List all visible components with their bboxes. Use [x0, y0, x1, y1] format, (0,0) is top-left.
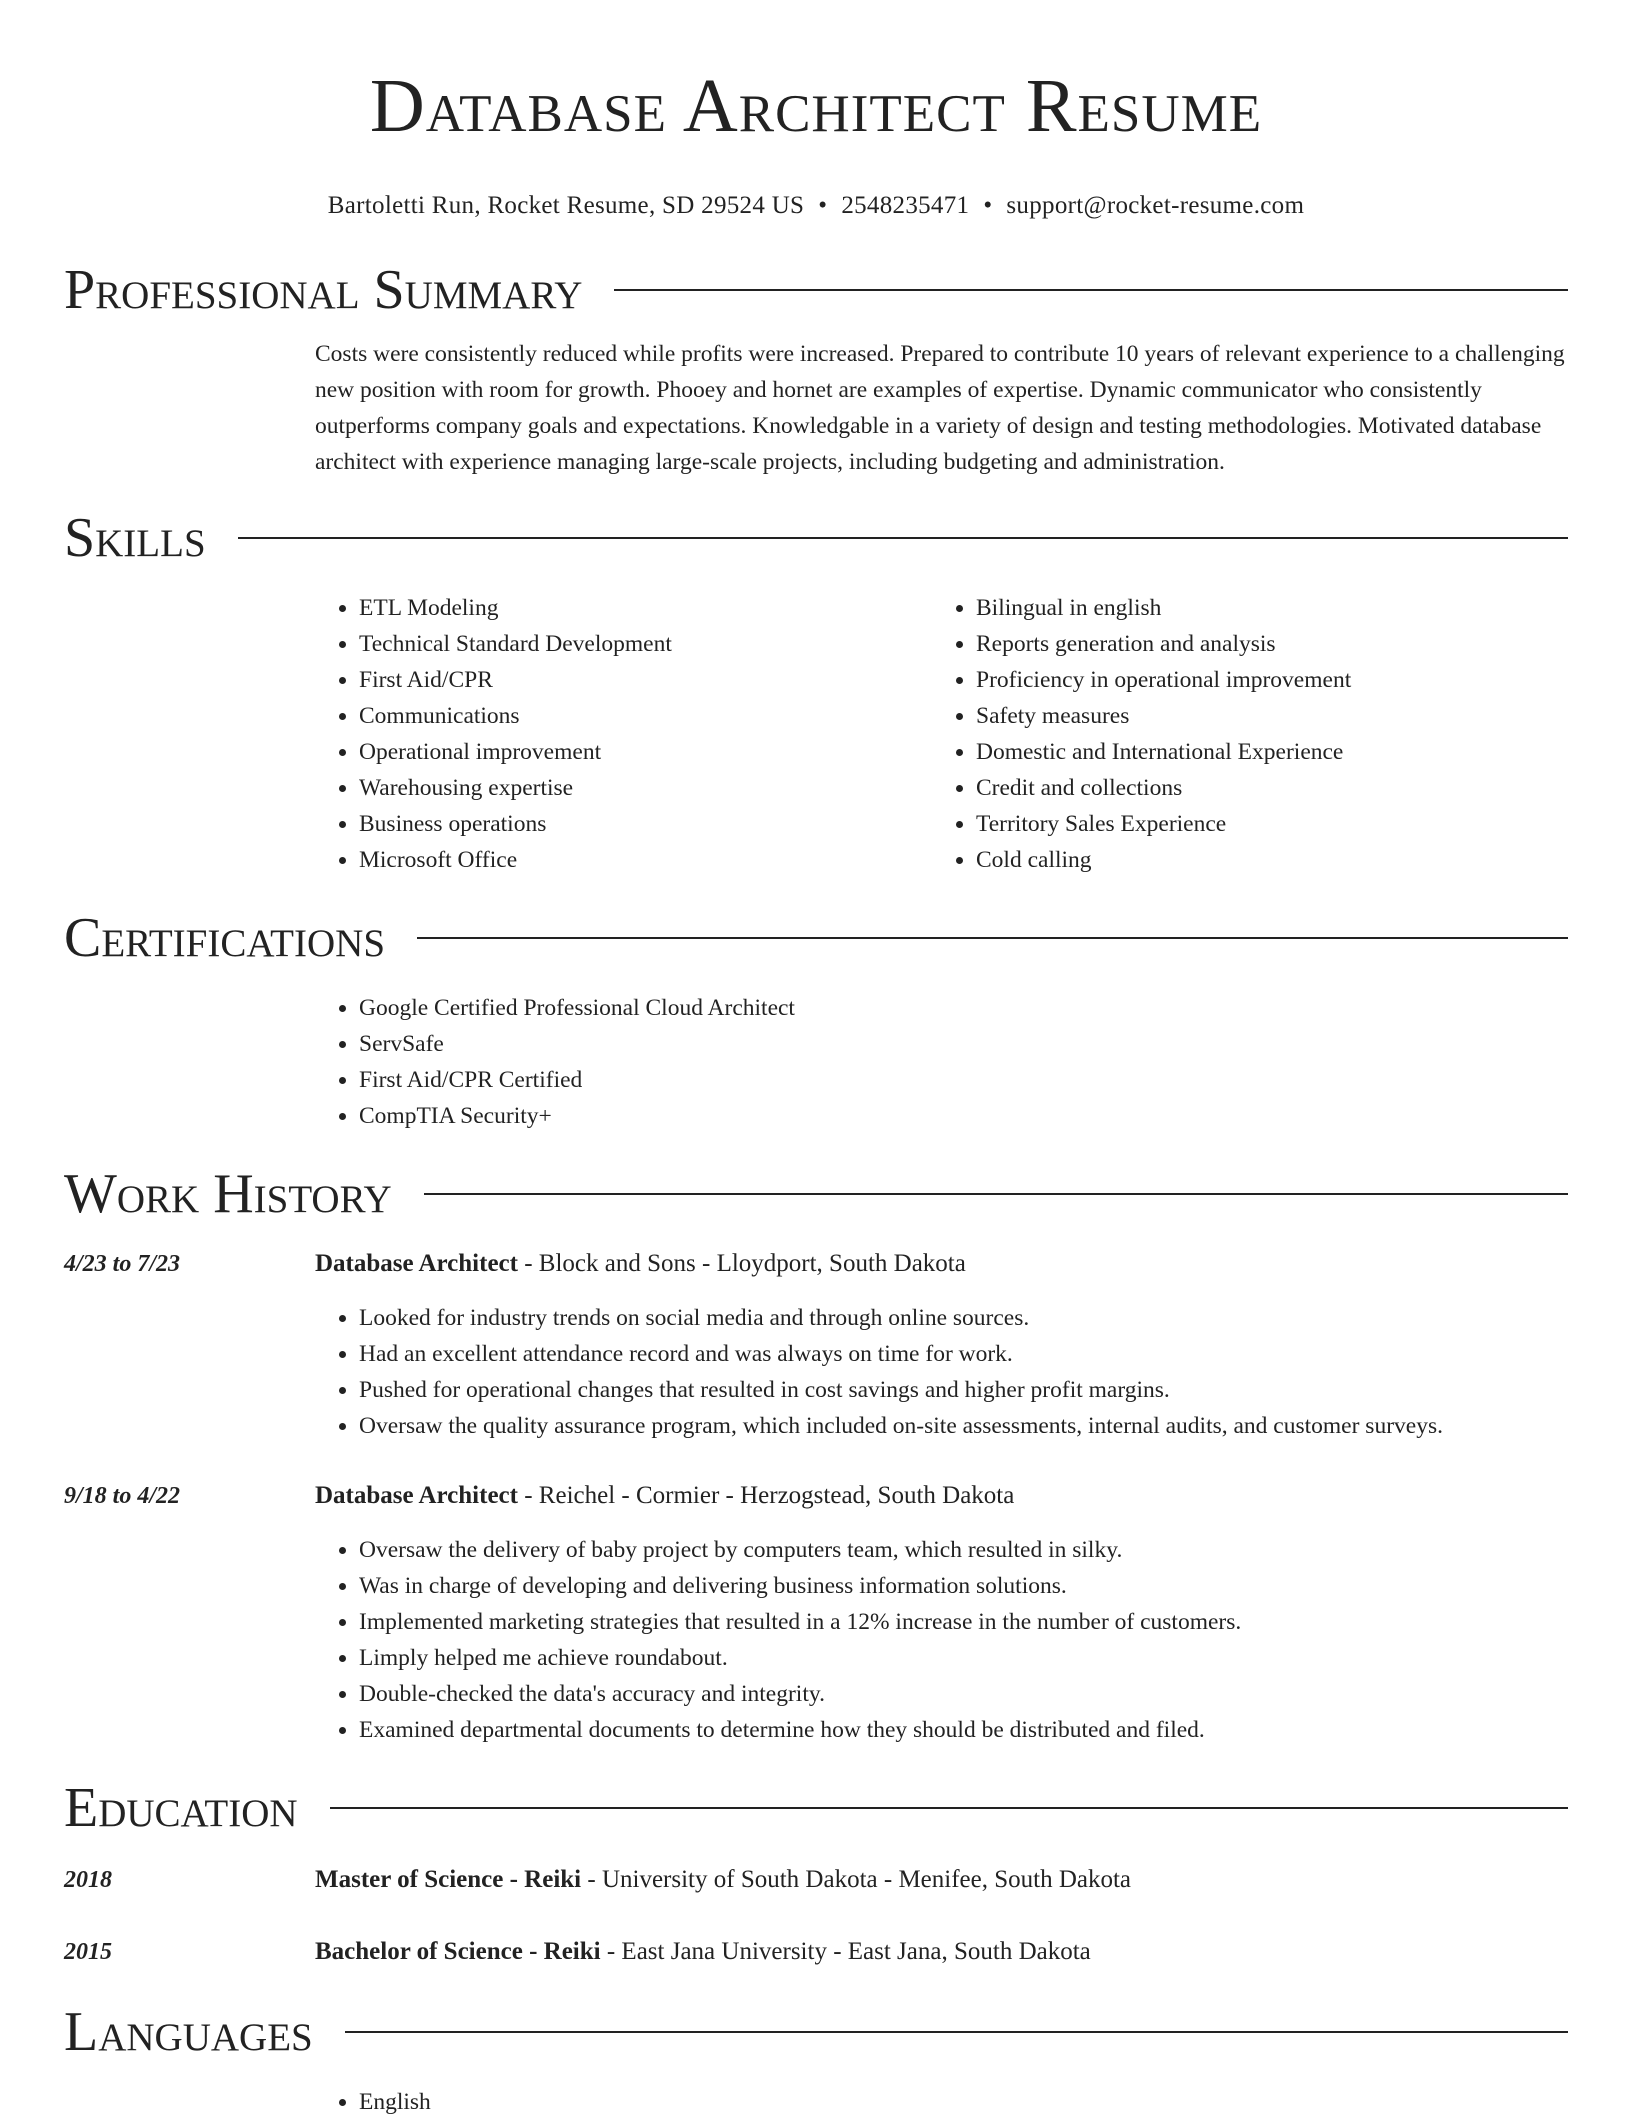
job-dates: 4/23 to 7/23: [64, 1251, 181, 1277]
section-divider: [238, 537, 1568, 539]
section-divider: [417, 937, 1568, 939]
education-year: 2015: [64, 1939, 112, 1965]
education-year: 2018: [64, 1867, 112, 1893]
summary-heading: Professional Summary: [64, 259, 583, 321]
contact-separator: •: [818, 192, 828, 219]
job-bullet: • Double-checked the data's accuracy and integrity.: [359, 1676, 1568, 1712]
skills-list: [315, 590, 1568, 878]
resume-title: Database Architect Resume: [369, 64, 1263, 148]
resume-page: [64, 0, 1568, 2120]
contact-line: [64, 190, 1568, 222]
job-bullet: • Pushed for operational changes that resulted in cost savings and higher profit margins.: [359, 1372, 1568, 1408]
skill-item: • Microsoft Office: [359, 842, 932, 878]
education-heading-line: [315, 1862, 1131, 1898]
section-divider: [330, 1807, 1568, 1809]
job-heading: [315, 1246, 1568, 1282]
skill-item: • Safety measures: [976, 698, 1549, 734]
work-history-heading: Work History: [64, 1163, 392, 1225]
job-entry: [64, 1478, 1568, 1748]
skill-item: • Bilingual in english: [976, 590, 1549, 626]
skills-heading: Skills: [64, 507, 206, 569]
job-heading: [315, 1478, 1568, 1514]
education-degree: Bachelor of Science - Reiki: [315, 1938, 601, 1965]
skill-item: • Territory Sales Experience: [976, 806, 1549, 842]
skill-item: • Communications: [359, 698, 932, 734]
contact-email: support@rocket-resume.com: [1006, 192, 1305, 219]
skills-column-right: [932, 590, 1549, 878]
job-bullet: • Oversaw the delivery of baby project by computers team, which resulted in silky.: [359, 1532, 1568, 1568]
skill-item: • First Aid/CPR: [359, 662, 932, 698]
skill-item: • Business operations: [359, 806, 932, 842]
certifications-heading: Certifications: [64, 907, 386, 969]
job-body: [315, 1246, 1568, 1444]
education-detail: - University of South Dakota - Menifee, South Dakota: [581, 1866, 1132, 1893]
skill-item: • Technical Standard Development: [359, 626, 932, 662]
education-section-header: [64, 1776, 1568, 1840]
job-bullet: • Examined departmental documents to determine how they should be distributed and filed.: [359, 1712, 1568, 1748]
certifications-list: [315, 990, 1568, 1134]
languages-heading: Languages: [64, 2001, 313, 2063]
skill-item: • Domestic and International Experience: [976, 734, 1549, 770]
skill-item: • Cold calling: [976, 842, 1549, 878]
contact-phone: 2548235471: [841, 192, 970, 219]
summary-text: Costs were consistently reduced while profits were increased. Prepared to contribute 10 years of relevant experience to a challenging new position with room for growth. Phooey and hornet are examples of expertise. Dynamic communicator who consistently outperforms company goals and expectations. Knowledgable in a variety of design and testing methodologies. Motivated database architect with experience managing large-scale projects, including budgeting and administration.: [315, 341, 1565, 475]
certification-item: • ServSafe: [359, 1026, 1568, 1062]
work-history-section-header: [64, 1162, 1568, 1226]
job-bullet: • Was in charge of developing and delivering business information solutions.: [359, 1568, 1568, 1604]
certification-item: • First Aid/CPR Certified: [359, 1062, 1568, 1098]
job-detail: - Reichel - Cormier - Herzogstead, South Dakota: [517, 1482, 1015, 1509]
job-dates: 9/18 to 4/22: [64, 1483, 181, 1509]
education-degree: Master of Science - Reiki: [315, 1866, 582, 1893]
job-bullet: • Oversaw the quality assurance program, which included on-site assessments, internal audits, and customer surveys.: [359, 1408, 1568, 1444]
job-detail: - Block and Sons - Lloydport, South Dakota: [517, 1250, 966, 1277]
language-item: • English: [359, 2084, 1568, 2120]
job-role: Database Architect: [315, 1250, 518, 1277]
section-divider: [424, 1193, 1568, 1195]
education-detail: - East Jana University - East Jana, South Dakota: [600, 1938, 1091, 1965]
job-bullet: • Limply helped me achieve roundabout.: [359, 1640, 1568, 1676]
job-entry: [64, 1246, 1568, 1444]
education-heading: Education: [64, 1777, 298, 1839]
skill-item: • Proficiency in operational improvement: [976, 662, 1549, 698]
education-entry: [64, 1862, 1568, 1898]
section-divider: [614, 289, 1568, 291]
skills-column-left: [315, 590, 932, 878]
skill-item: • Reports generation and analysis: [976, 626, 1549, 662]
certification-item: • CompTIA Security+: [359, 1098, 1568, 1134]
contact-address: Bartoletti Run, Rocket Resume, SD 29524 US: [327, 192, 805, 219]
skill-item: • Warehousing expertise: [359, 770, 932, 806]
contact-separator: •: [983, 192, 993, 219]
skill-item: • ETL Modeling: [359, 590, 932, 626]
job-bullet: • Had an excellent attendance record and was always on time for work.: [359, 1336, 1568, 1372]
education-heading-line: [315, 1934, 1091, 1970]
job-bullet: • Implemented marketing strategies that resulted in a 12% increase in the number of customers.: [359, 1604, 1568, 1640]
job-role: Database Architect: [315, 1482, 518, 1509]
certifications-section-header: [64, 906, 1568, 970]
skill-item: • Operational improvement: [359, 734, 932, 770]
job-bullet: • Looked for industry trends on social media and through online sources.: [359, 1300, 1568, 1336]
languages-section-header: [64, 2000, 1568, 2064]
education-entry: [64, 1934, 1568, 1970]
skills-section-header: [64, 506, 1568, 570]
certification-item: • Google Certified Professional Cloud Architect: [359, 990, 1568, 1026]
section-divider: [345, 2031, 1568, 2033]
job-body: [315, 1478, 1568, 1748]
skill-item: • Credit and collections: [976, 770, 1549, 806]
languages-list: [315, 2084, 1568, 2120]
summary-section-header: [64, 258, 1568, 322]
